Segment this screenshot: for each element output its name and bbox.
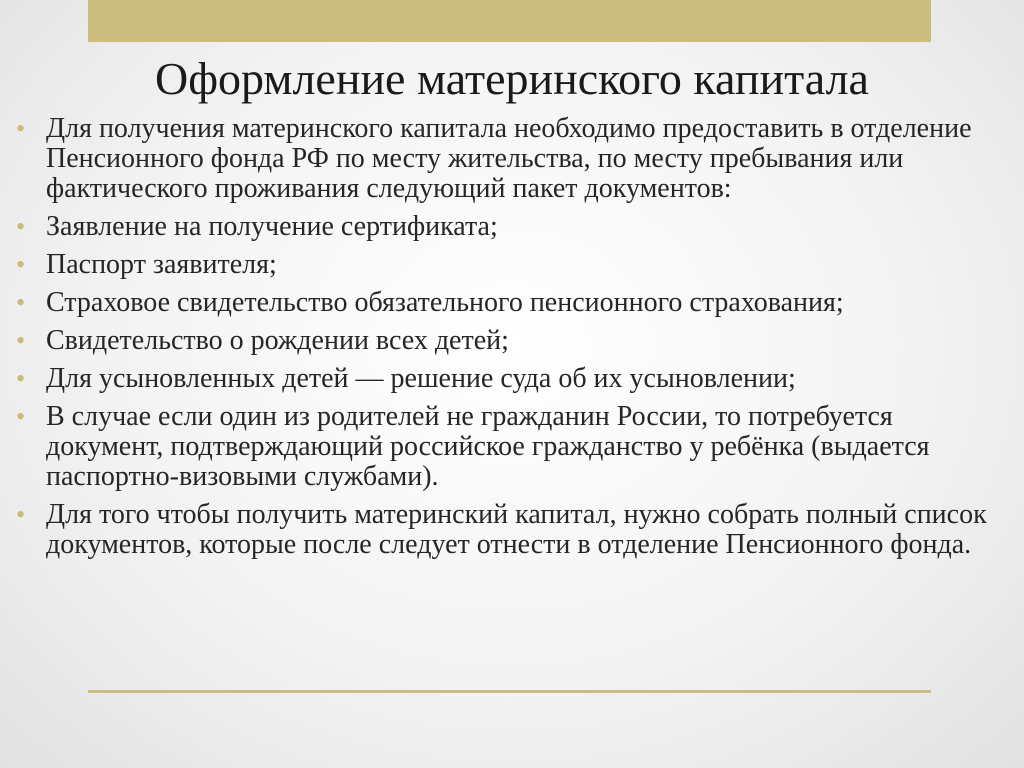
top-accent-bar: [88, 0, 931, 42]
bullet-text: Для того чтобы получить материнский капитал, нужно собрать полный список документов, которые после следует отнести в отделение Пенсионного фонда.: [46, 499, 987, 560]
bullet-text: Паспорт заявителя;: [46, 249, 277, 280]
bullet-text: Заявление на получение сертификата;: [46, 211, 498, 242]
bullet-item: [16, 325, 996, 356]
bottom-divider: [88, 690, 931, 693]
bullet-item: [16, 211, 996, 242]
bullet-text: Страховое свидетельство обязательного пенсионного страхования;: [46, 287, 844, 318]
bullet-dot-icon: •: [16, 288, 26, 317]
bullet-text: Свидетельство о рождении всех детей;: [46, 325, 509, 356]
bullet-dot-icon: •: [16, 326, 26, 355]
bullet-item: [16, 363, 996, 394]
bullet-list: [16, 113, 996, 568]
bullet-dot-icon: •: [16, 402, 26, 431]
bullet-dot-icon: •: [16, 212, 26, 241]
bullet-dot-icon: •: [16, 500, 26, 529]
bullet-item: [16, 401, 996, 492]
bullet-text: В случае если один из родителей не гражданин России, то потребуется документ, подтверждающий российское гражданство у ребёнка (выдается паспортно-визовыми службами).: [46, 401, 930, 492]
bullet-item: [16, 287, 996, 318]
slide-title: Оформление материнского капитала: [155, 53, 869, 104]
bullet-dot-icon: •: [16, 114, 26, 143]
bullet-dot-icon: •: [16, 364, 26, 393]
bullet-text: Для усыновленных детей — решение суда об их усыновлении;: [46, 363, 796, 394]
bullet-text: Для получения материнского капитала необходимо предоставить в отделение Пенсионного фонда РФ по месту жительства, по месту пребывания или фактического проживания следующий пакет документов:: [46, 113, 972, 204]
bullet-item: [16, 499, 996, 560]
bullet-item: [16, 113, 996, 204]
bullet-item: [16, 249, 996, 280]
bullet-dot-icon: •: [16, 250, 26, 279]
